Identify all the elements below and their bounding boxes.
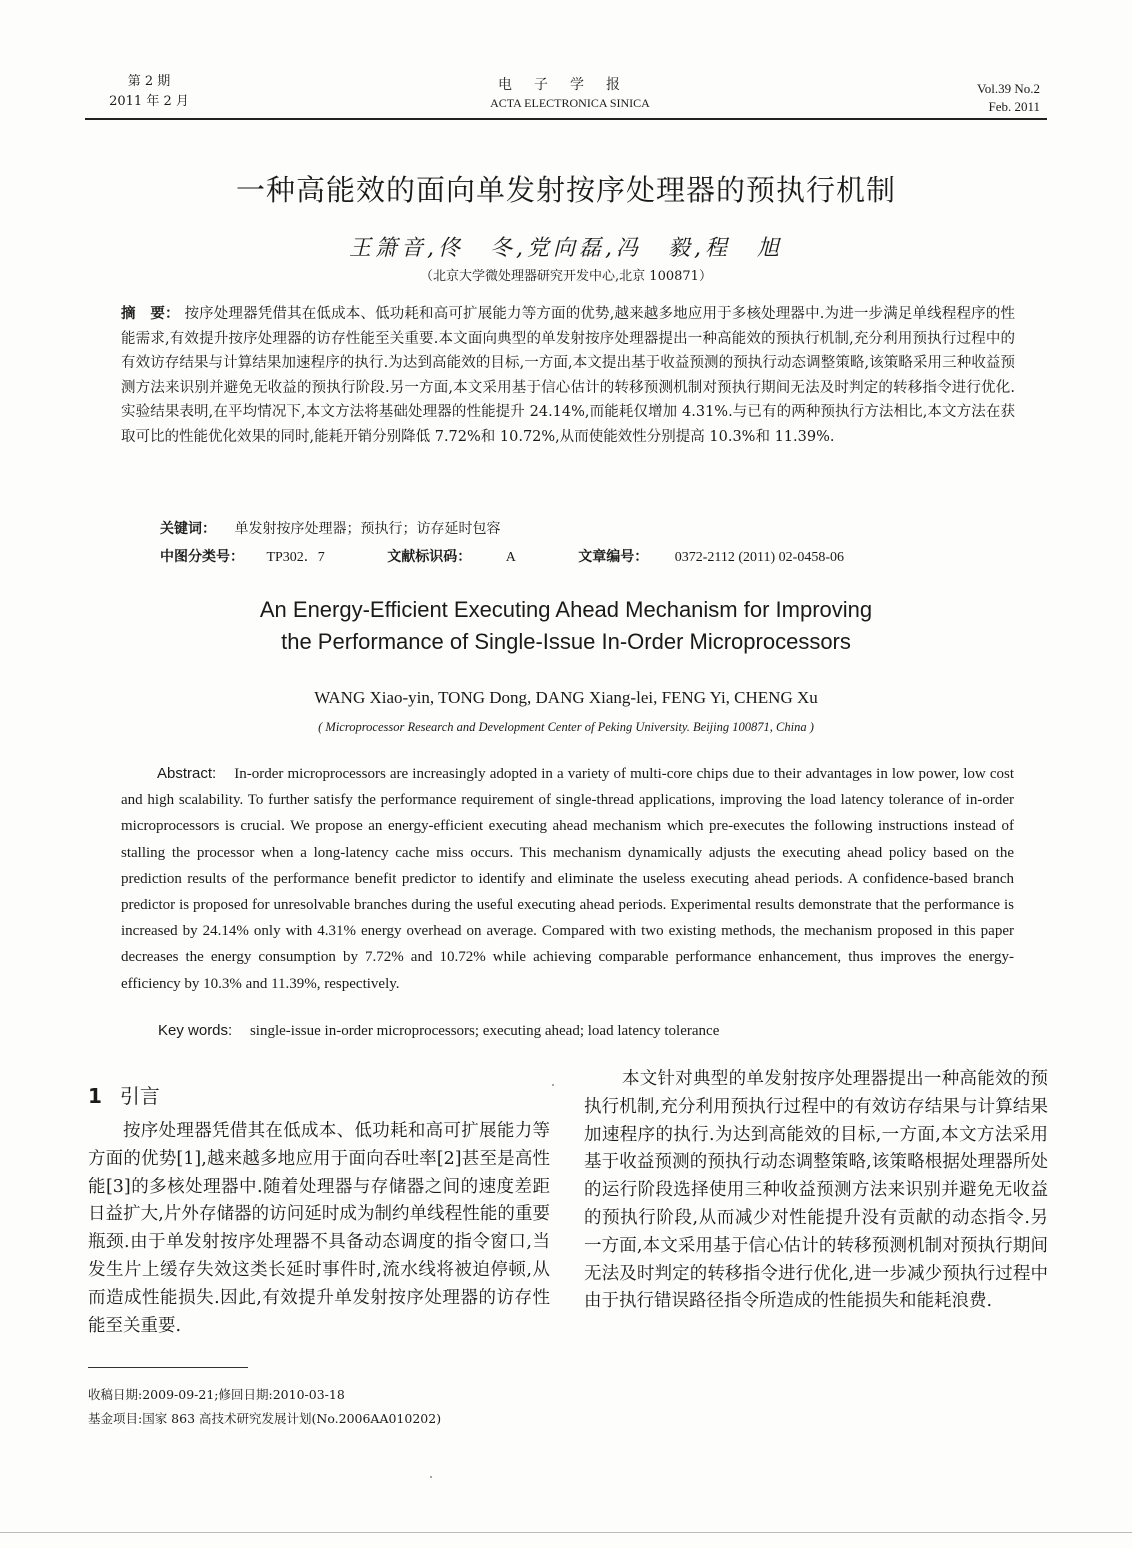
keywords-en-label: Key words: (158, 1022, 233, 1039)
authors-en: WANG Xiao-yin, TONG Dong, DANG Xiang-lei, FENG Yi, CHENG Xu (314, 688, 818, 707)
issue-date: 2011 年 2 月 (109, 94, 189, 109)
body-column-right: 本文针对典型的单发射按序处理器提出一种高能效的预执行机制,充分利用预执行过程中的有效访存结果与计算结果加速程序的执行.为达到高能效的目标,一方面,本文方法采用基于收益预测的预执行动态调整策略,该策略根据处理器所处的运行阶段选择使用三种收益预测方法来识别并避免无收益的预执行阶段,从而减少对性能提升没有贡献的动态指令.另一方面,本文采用基于信心估计的转移预测机制对预执行期间无法及时判定的转移指令进行优化,进一步减少预执行过程中由于执行错误路径指令所造成的性能损失和能耗浪费. (584, 1069, 1048, 1312)
keywords-en (158, 1022, 719, 1040)
abstract-cn-label: 摘 要： (121, 306, 180, 322)
issue-info (104, 72, 194, 112)
paper-title-en (0, 594, 1132, 658)
keywords-en-text: single-issue in-order microprocessors; executing ahead; load latency tolerance (249, 1023, 720, 1039)
journal-name-cn: 电子学报 (498, 77, 642, 93)
clc-label: 中图分类号： (160, 549, 244, 565)
footnote-rule (88, 1367, 248, 1368)
authors-cn: 王箫音,佟 冬,党向磊,冯 毅,程 旭 (349, 236, 783, 261)
paper-title-cn: 一种高能效的面向单发射按序处理器的预执行机制 (235, 173, 896, 207)
page-bottom-edge (0, 1532, 1132, 1533)
footnote-fund: 基金项目:国家 863 高技术研究发展计划(No.2006AA010202) (88, 1411, 442, 1426)
doc-code: A (505, 550, 516, 565)
keywords-cn-text: 单发射按序处理器；预执行；访存延时包容 (234, 521, 501, 537)
header-rule (85, 118, 1047, 120)
abstract-en-text: In-order microprocessors are increasingly adopted in a variety of multi-core chips due to their advantages in low power, low cost and high scalability. To further satisfy the performance requirement of single-thread applications, improving the load latency tolerance of in-order microprocessors is crucial. We propose an energy-efficient executing ahead mechanism which pre-executes the following instructions instead of stalling the processor when a long-latency cache miss occurs. This mechanism dynamically adjusts the executing ahead policy based on the prediction results of the performance benefit predictor to identify and eliminate the useless executing ahead periods. A confidence-based branch predictor is proposed for unresolvable branches during the useful executing ahead periods. Experimental results demonstrate that the performance is increased by 24.14% only with 4.31% energy overhead on average. Compared with two existing methods, the mechanism proposed in this paper decreases the energy consumption by 7.72% and 10.72% while achieving comparable performance enhancement, thus improves the energy-efficiency by 10.3% and 11.39%, respectively. (121, 766, 1014, 992)
paper-title-en-line1: An Energy-Efficient Executing Ahead Mechanism for Improving (259, 597, 873, 622)
volume-date: Feb. 2011 (988, 99, 1040, 114)
volume-info (930, 80, 1040, 116)
affiliation-en: ( Microprocessor Research and Development Center of Peking University. Beijing 100871, China ) (318, 720, 814, 734)
article-number-label: 文章编号： (578, 549, 649, 565)
keywords-cn-label: 关键词： (160, 521, 216, 537)
footnote-received: 收稿日期:2009-09-21;修回日期:2010-03-18 (88, 1387, 345, 1402)
body-column-left: 按序处理器凭借其在低成本、低功耗和高可扩展能力等方面的优势[1],越来越多地应用于面向吞吐率[2]甚至是高性能[3]的多核处理器中.随着处理器与存储器之间的速度差距日益扩大,片外存储器的访问延时成为制约单线程性能的重要瓶颈.由于单发射按序处理器不具备动态调度的指令窗口,当发生片上缓存失效这类长延时事件时,流水线将被迫停顿,从而造成性能损失.因此,有效提升单发射按序处理器的访存性能至关重要. (88, 1121, 550, 1336)
section-heading (88, 1080, 160, 1109)
classification-row (160, 546, 920, 569)
section-number: 1 (88, 1084, 102, 1108)
abstract-cn (121, 302, 1015, 450)
affiliation-cn: （北京大学微处理器研究开发中心,北京 100871） (420, 269, 712, 284)
doc-code-label: 文献标识码： (387, 549, 472, 565)
issue-number: 第 2 期 (127, 74, 171, 89)
volume-number: Vol.39 No.2 (977, 81, 1040, 96)
journal-name-en: ACTA ELECTRONICA SINICA (490, 96, 650, 110)
scan-speck (552, 1084, 554, 1086)
abstract-en (121, 761, 1014, 997)
clc-code: TP302．7 (266, 550, 325, 565)
section-title: 引言 (119, 1084, 160, 1108)
abstract-en-label: Abstract: (157, 765, 217, 782)
article-number: 0372-2112 (2011) 02-0458-06 (674, 550, 845, 565)
journal-name (420, 76, 720, 112)
keywords-cn (160, 518, 500, 540)
abstract-cn-text: 按序处理器凭借其在低成本、低功耗和高可扩展能力等方面的优势,越来越多地应用于多核处理器中.为进一步满足单线程程序的性能需求,有效提升按序处理器的访存性能至关重要.本文面向典型的单发射按序处理器提出一种高能效的预执行机制,充分利用预执行过程中的有效访存结果与计算结果加速程序的执行.为达到高能效的目标,一方面,本文提出基于收益预测的预执行动态调整策略,该策略采用三种收益预测方法来识别并避免无收益的预执行阶段.另一方面,本文采用基于信心估计的转移预测机制对预执行期间无法及时判定的转移指令进行优化.实验结果表明,在平均情况下,本文方法将基础处理器的性能提升 24.14%,而能耗仅增加 4.31%.与已有的两种预执行方法相比,本文方法在获取可比的性能优化效果的同时,能耗开销分别降低 7.72%和 10.72%,从而使能效性分别提高 10.3%和 11.39%. (121, 306, 1016, 445)
scan-speck (430, 1476, 432, 1478)
paper-title-en-line2: the Performance of Single-Issue In-Order Microprocessors (281, 629, 851, 654)
